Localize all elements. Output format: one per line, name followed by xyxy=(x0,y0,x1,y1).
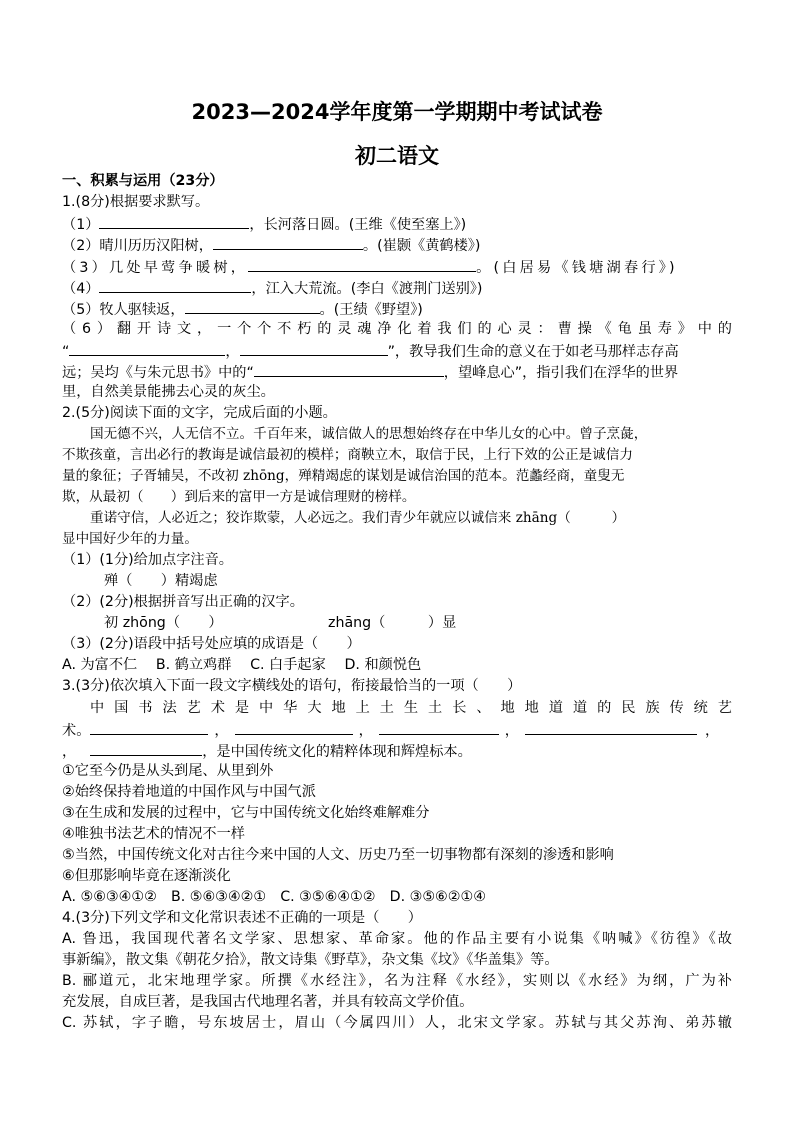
q2-sub-3-options: A. 为富不仁 B. 鹤立鸡群 C. 白手起家 D. 和颜悦色 xyxy=(62,657,422,673)
question-2-stem: 2.(5分)阅读下面的文字，完成后面的小题。 xyxy=(62,405,337,421)
q3-text-line-3 xyxy=(62,740,732,762)
passage-line-1: 国无德不兴，人无信不立。千百年来，诚信做人的思想始终存在中华儿女的心中。曾子烹彘， xyxy=(90,426,648,442)
blank-q3-4[interactable] xyxy=(525,719,697,735)
q2-sub-2-a: 初 zhōng（ ） xyxy=(104,615,223,631)
q1-l6-text: ”，教导我们生命的意义在于如老马那样志存高 xyxy=(387,344,679,360)
q3-option-2: ②始终保持着地道的中国作风与中国气派 xyxy=(62,784,316,800)
q1-line-6b xyxy=(62,340,732,362)
q3-option-1: ①它至今仍是从头到尾、从里到外 xyxy=(62,763,274,779)
q3-option-3: ③在生成和发展的过程中，它与中国传统文化始终难解难分 xyxy=(62,805,430,821)
comma: ， xyxy=(705,723,720,739)
question-4-stem: 4.(3分)下列文学和文化常识表述不正确的一项是（ ） xyxy=(62,910,422,926)
quote-open: “ xyxy=(62,344,70,360)
exam-title: 2023—2024学年度第一学期期中考试试卷 xyxy=(191,100,603,124)
blank-q3-3[interactable] xyxy=(379,719,499,735)
comma: ， xyxy=(504,723,519,739)
blank-5[interactable] xyxy=(185,298,320,314)
comma: ， xyxy=(62,744,77,760)
comma: ， xyxy=(214,723,229,739)
blank-3[interactable] xyxy=(248,256,476,272)
q3-t4: ，是中国传统文化的精粹体现和辉煌标本。 xyxy=(202,744,472,760)
q1-l2-text: 。(崔颢《黄鹤楼》) xyxy=(362,238,481,254)
blank-1[interactable] xyxy=(99,213,249,229)
exam-subject: 初二语文 xyxy=(355,144,439,168)
section-heading: 一、积累与运用（23分） xyxy=(62,173,224,189)
blank-7[interactable] xyxy=(240,340,388,356)
question-3-stem: 3.(3分)依次填入下面一段文字横线处的语句，衔接最恰当的一项（ ） xyxy=(62,678,522,694)
q1-line-6: （6）翻开诗文，一个个不朽的灵魂净化着我们的心灵：曹操《龟虽寿》中的 xyxy=(62,321,732,337)
q4-option-b-1: B. 郦道元，北宋地理学家。所撰《水经注》，名为注释《水经》，实则以《水经》为纲，广为补 xyxy=(62,973,732,989)
q1-l1-text: ，长河落日圆。(王维《使至塞上》) xyxy=(249,217,467,233)
q1-l5-text: 。(王绩《野望》) xyxy=(319,302,423,318)
q4-option-b-2: 充发展，自成巨著，是我国古代地理名著，并具有较高文学价值。 xyxy=(62,994,474,1010)
blank-q3-1[interactable] xyxy=(90,719,208,735)
blank-6[interactable] xyxy=(69,340,225,356)
q1-l3-prefix: （3）几处早莺争暖树， xyxy=(62,260,249,276)
q1-l2-prefix: （2）晴川历历汉阳树， xyxy=(62,238,213,254)
blank-8[interactable] xyxy=(254,361,444,377)
q2-sub-1: （1）(1分)给加点字注音。 xyxy=(62,552,233,568)
q1-line-2 xyxy=(62,234,732,256)
passage-line-5: 重诺守信，人必近之；狡诈欺蒙，人必远之。我们青少年就应以诚信来 zhāng（ ） xyxy=(90,510,626,526)
comma: ， xyxy=(225,344,240,360)
q1-line-6d: 里，自然美景能拂去心灵的灰尘。 xyxy=(62,384,275,400)
q1-l4-text: ，江入大荒流。(李白《渡荆门送别》) xyxy=(251,281,483,297)
q1-l3-text: 。(白居易《钱塘湖春行》) xyxy=(476,260,678,276)
blank-4[interactable] xyxy=(99,277,251,293)
blank-2[interactable] xyxy=(213,234,363,250)
q1-line-4 xyxy=(62,277,732,299)
passage-line-6: 显中国好少年的力量。 xyxy=(62,531,198,547)
q4-option-a-1: A. 鲁迅，我国现代著名文学家、思想家、革命家。他的作品主要有小说集《呐喊》《彷徨》《故 xyxy=(62,931,732,947)
q1-line-6c xyxy=(62,361,732,383)
q2-sub-2-b: zhāng（ ）显 xyxy=(328,615,457,631)
q1-line-1 xyxy=(62,213,732,235)
passage-line-2: 不欺孩童，言出必行的教诲是诚信最初的模样；商鞅立木，取信于民，上行下效的公正是诚信力 xyxy=(62,447,633,463)
passage-line-3: 量的象征；子胥辅吴，不改初 zhōng，殚精竭虑的谋划是诚信治国的范本。范蠡经商，童叟无 xyxy=(62,468,625,484)
q3-text-line-1: 中国书法艺术是中华大地上土生土长、地地道道的民族传统艺 xyxy=(90,700,732,716)
q1-l4-prefix: （4） xyxy=(62,281,100,297)
q2-sub-3: （3）(2分)语段中括号处应填的成语是（ ） xyxy=(62,636,361,652)
q1-line-3 xyxy=(62,256,732,278)
blank-q3-2[interactable] xyxy=(235,719,353,735)
q3-option-4: ④唯独书法艺术的情况不一样 xyxy=(62,826,245,842)
q1-line-5 xyxy=(62,298,732,320)
q1-l1-prefix: （1） xyxy=(62,217,100,233)
comma: ， xyxy=(358,723,373,739)
passage-line-4: 欺，从最初（ ）到后来的富甲一方是诚信理财的榜样。 xyxy=(62,489,416,505)
q2-sub-1-item: 殚（ ）精竭虑 xyxy=(104,573,218,589)
blank-q3-5[interactable] xyxy=(90,740,202,756)
q4-option-c-1: C. 苏轼，字子瞻，号东坡居士，眉山（今属四川）人，北宋文学家。苏轼与其父苏洵、弟苏辙 xyxy=(62,1015,732,1031)
q4-option-a-2: 事新编》，散文集《朝花夕拾》，散文诗集《野草》，杂文集《坟》《华盖集》等。 xyxy=(62,952,559,968)
q3-option-6: ⑥但那影响毕竟在逐渐淡化 xyxy=(62,868,231,884)
q3-option-5: ⑤当然，中国传统文化对古往今来中国的人文、历史乃至一切事物都有深刻的渗透和影响 xyxy=(62,847,614,863)
q1-l6-text3: ，望峰息心”，指引我们在浮华的世界 xyxy=(443,365,679,381)
q3-t2: 术。 xyxy=(62,723,91,739)
question-1-stem: 1.(8分)根据要求默写。 xyxy=(62,194,210,210)
q1-l5-prefix: （5）牧人驱犊返， xyxy=(62,302,185,318)
q1-l6-text2: 远；吴均《与朱元思书》中的“ xyxy=(62,365,254,381)
q3-text-line-2 xyxy=(62,719,732,741)
q2-sub-2: （2）(2分)根据拼音写出正确的汉字。 xyxy=(62,594,304,610)
q3-choices: A. ⑤⑥③④①② B. ⑤⑥③④②① C. ③⑤⑥④①② D. ③⑤⑥②①④ xyxy=(62,889,486,905)
